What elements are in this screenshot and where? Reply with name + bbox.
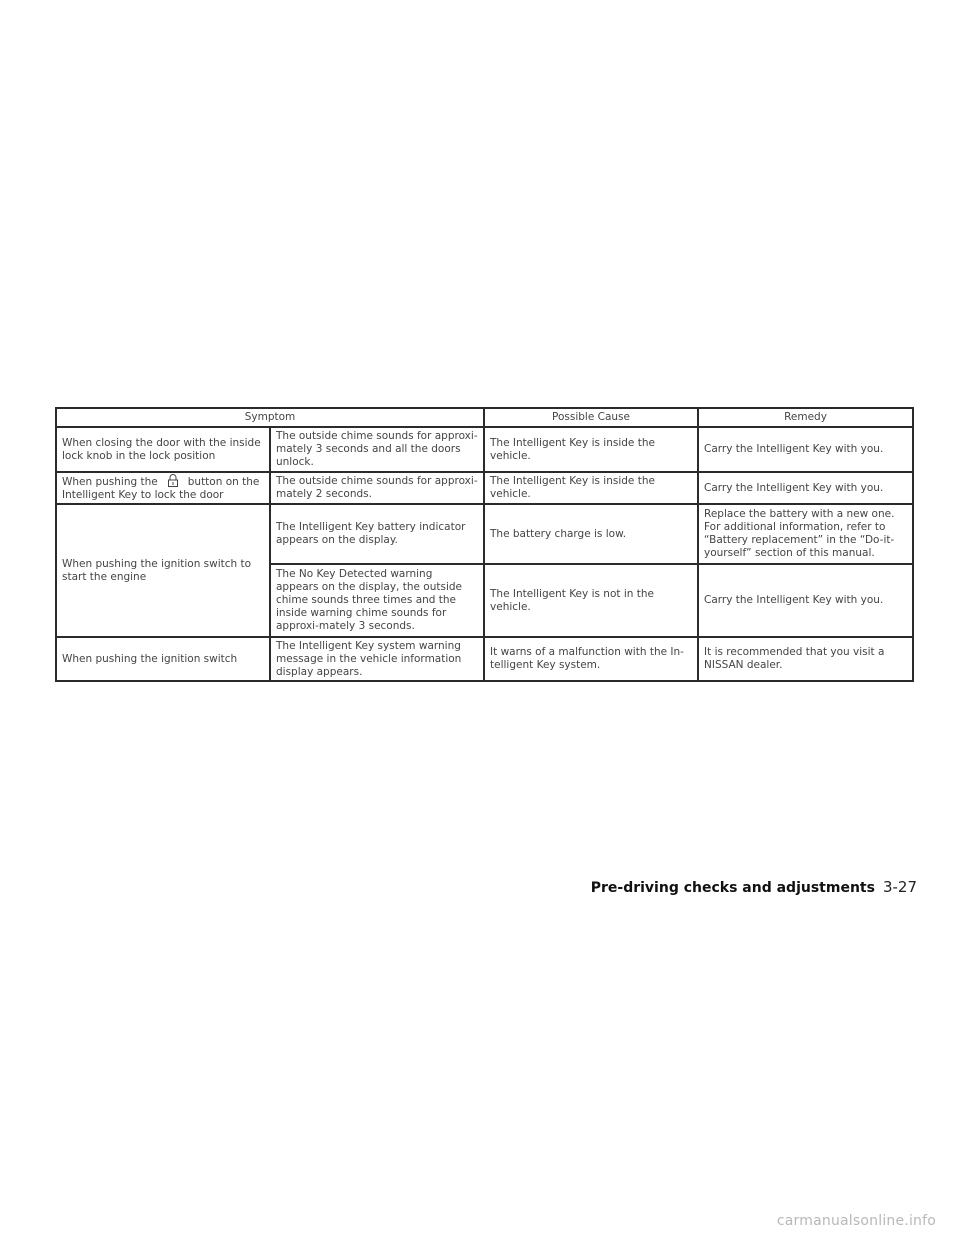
header-possible-cause: Possible Cause	[484, 408, 698, 427]
cause-cell: The Intelligent Key is inside the vehicle.	[484, 472, 698, 504]
lock-icon	[158, 474, 188, 486]
condition-cell: The Intelligent Key system warning message in the vehicle information display appears.	[270, 637, 484, 681]
header-symptom: Symptom	[56, 408, 484, 427]
cause-cell: The Intelligent Key is not in the vehicle.	[484, 564, 698, 637]
condition-cell: The outside chime sounds for approxi-mately 2 seconds.	[270, 472, 484, 504]
cause-cell: The Intelligent Key is inside the vehicle.	[484, 427, 698, 472]
symptom-text-after-icon: button on the Intelligent Key to lock the door	[62, 476, 260, 501]
symptom-cell: When pushing the ignition switch	[56, 637, 270, 681]
cause-cell: The battery charge is low.	[484, 504, 698, 564]
remedy-cell: Replace the battery with a new one. For additional information, refer to “Battery replacement” in the “Do-it-yourself” section of this manual.	[698, 504, 913, 564]
page-footer	[591, 878, 917, 898]
table-row	[56, 427, 913, 472]
page-number: 3-27	[882, 878, 917, 896]
table-row	[56, 637, 913, 681]
table-header-row	[56, 408, 913, 427]
remedy-cell: Carry the Intelligent Key with you.	[698, 564, 913, 637]
remedy-cell: Carry the Intelligent Key with you.	[698, 472, 913, 504]
symptom-text-before-icon: When pushing the	[62, 476, 158, 488]
symptom-cell	[56, 472, 270, 504]
troubleshooting-table	[55, 407, 914, 682]
remedy-cell: It is recommended that you visit a NISSAN dealer.	[698, 637, 913, 681]
symptom-cell: When pushing the ignition switch to start the engine	[56, 504, 270, 637]
table-row	[56, 504, 913, 564]
condition-cell: The outside chime sounds for approxi-mately 3 seconds and all the doors unlock.	[270, 427, 484, 472]
remedy-cell: Carry the Intelligent Key with you.	[698, 427, 913, 472]
condition-cell: The Intelligent Key battery indicator appears on the display.	[270, 504, 484, 564]
troubleshooting-table-container	[55, 407, 914, 682]
condition-cell: The No Key Detected warning appears on the display, the outside chime sounds three times and the inside warning chime sounds for approxi-mately 3 seconds.	[270, 564, 484, 637]
header-remedy: Remedy	[698, 408, 913, 427]
table-row	[56, 472, 913, 504]
cause-cell: It warns of a malfunction with the In-telligent Key system.	[484, 637, 698, 681]
watermark: carmanualsonline.info	[776, 1213, 936, 1229]
section-title: Pre-driving checks and adjustments	[590, 880, 875, 896]
symptom-cell: When closing the door with the inside lock knob in the lock position	[56, 427, 270, 472]
